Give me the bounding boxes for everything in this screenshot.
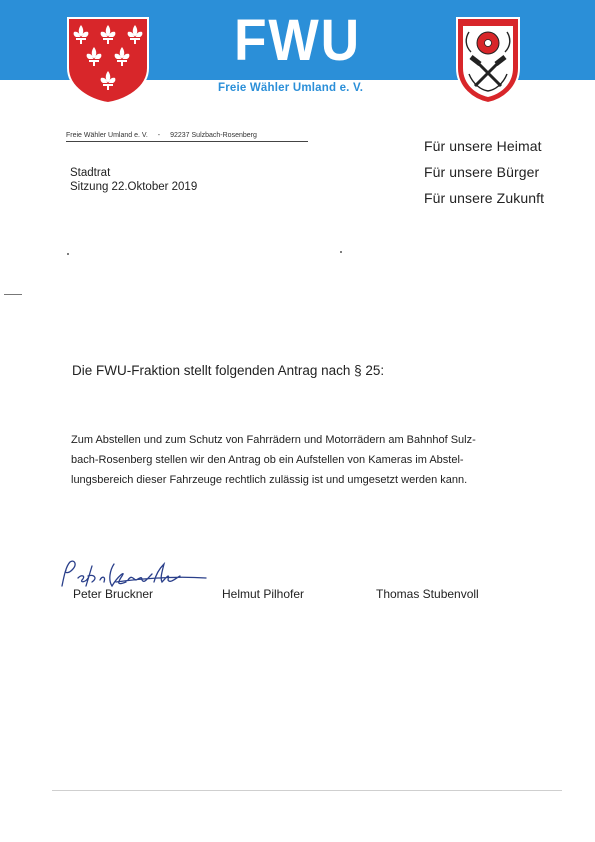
fwu-logo: FWU <box>233 8 362 73</box>
signatory-name: Peter Bruckner <box>73 587 154 601</box>
org-name: Freie Wähler Umland e. V. <box>218 82 364 94</box>
sender-address: 92237 Sulzbach-Rosenberg <box>170 132 257 139</box>
fleur-de-lis-crest-icon <box>66 16 150 109</box>
page-bottom-rule <box>52 790 562 791</box>
slogan-heimat: Für unsere Heimat <box>424 138 542 154</box>
sender-separator: - <box>157 132 161 139</box>
slogan-buerger: Für unsere Bürger <box>424 164 540 180</box>
motion-body-line: Zum Abstellen und zum Schutz von Fahrrädern und Motorrädern am Bahnhof Sulz- <box>71 434 476 446</box>
motion-body-line: bach-Rosenberg stellen wir den Antrag ob ein Aufstellen von Kameras im Abstel- <box>71 454 464 466</box>
signatory-name: Helmut Pilhofer <box>222 587 305 601</box>
recipient-line-2: Sitzung 22.Oktober 2019 <box>70 181 198 193</box>
sender-address-line <box>66 132 308 142</box>
motion-body-line: lungsbereich dieser Fahrzeuge rechtlich zulässig ist und umgesetzt werden kann. <box>71 474 468 486</box>
slogan-zukunft: Für unsere Zukunft <box>424 190 545 206</box>
scan-dot <box>340 251 342 253</box>
brand <box>195 8 400 74</box>
slogans <box>424 133 544 211</box>
rose-and-mining-tools-crest-icon <box>455 16 521 109</box>
sender-org: Freie Wähler Umland e. V. <box>66 132 148 139</box>
fold-mark <box>4 294 22 295</box>
signatory-name: Thomas Stubenvoll <box>376 587 479 601</box>
recipient-block <box>70 166 197 194</box>
scan-dot <box>67 253 69 255</box>
motion-body <box>71 430 531 490</box>
motion-headline: Die FWU-Fraktion stellt folgenden Antrag nach § 25: <box>72 363 385 378</box>
recipient-line-1: Stadtrat <box>70 167 111 179</box>
